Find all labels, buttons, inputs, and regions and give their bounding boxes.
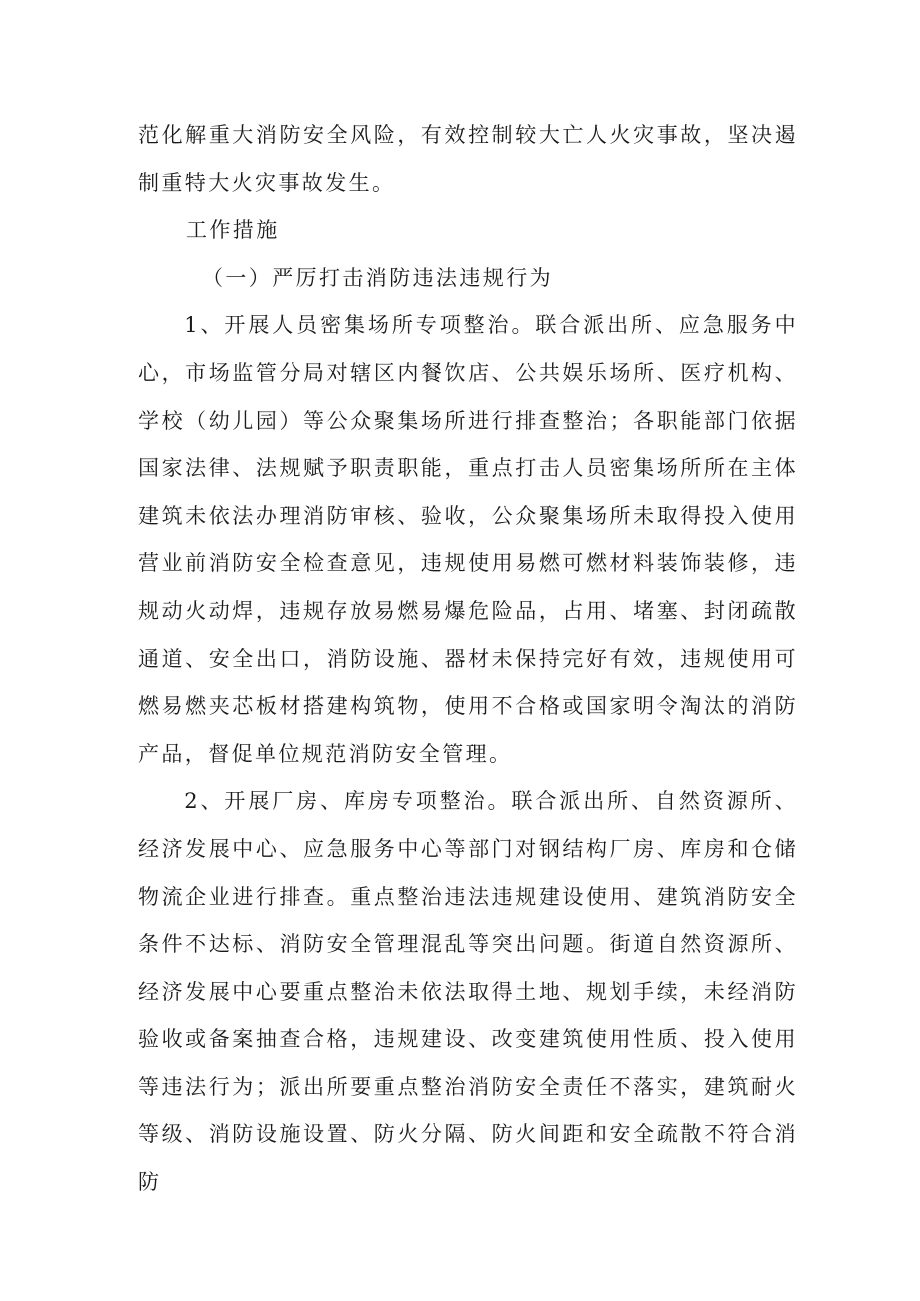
document-body (138, 112, 798, 1207)
paragraph-item-2: 2、开展厂房、库房专项整治。联合派出所、自然资源所、经济发展中心、应急服务中心等部门对钢结构厂房、库房和仓储物流企业进行排查。重点整治违法违规建设使用、建筑消防安全条件不达标、消防安全管理混乱等突出问题。街道自然资源所、经济发展中心要重点整治未依法取得土地、规划手续，未经消防验收或备案抽查合格，违规建设、改变建筑使用性质、投入使用等违法行为；派出所要重点整治消防安全责任不落实，建筑耐火等级、消防设施设置、防火分隔、防火间距和安全疏散不符合消防 (138, 789, 798, 1195)
paragraph-item-1: 1、开展人员密集场所专项整治。联合派出所、应急服务中心，市场监管分局对辖区内餐饮店、公共娱乐场所、医疗机构、学校（幼儿园）等公众聚集场所进行排查整治；各职能部门依据国家法律、法规赋予职责职能，重点打击人员密集场所所在主体建筑未依法办理消防审核、验收，公众聚集场所未取得投入使用营业前消防安全检查意见，违规使用易燃可燃材料装饰装修，违规动火动焊，违规存放易燃易爆危险品，占用、堵塞、封闭疏散通道、安全出口，消防设施、器材未保持完好有效，违规使用可燃易燃夹芯板材搭建构筑物，使用不合格或国家明令淘汰的消防产品，督促单位规范消防安全管理。 (138, 313, 798, 766)
subsection-heading: （一）严厉打击消防违法违规行为 (202, 265, 553, 290)
paragraph-continuation: 范化解重大消防安全风险，有效控制较大亡人火灾事故，坚决遏制重特大火灾事故发生。 (138, 123, 798, 195)
section-heading: 工作措施 (186, 218, 280, 243)
